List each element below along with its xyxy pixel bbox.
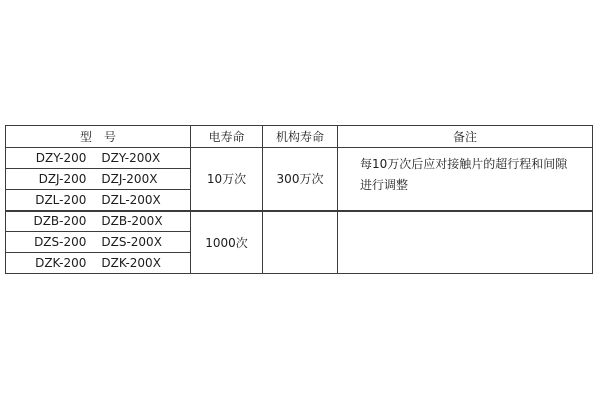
mechanical-life-group1: 300万次 [263,148,338,211]
model-pair [6,214,190,228]
model-cell-dzb [6,211,191,232]
model-pair [6,151,190,165]
remark-group1 [338,148,593,211]
remark-line: 进行调整 [360,178,409,192]
model-name: DZB-200X [101,214,163,229]
model-name: DZB-200 [33,214,87,229]
model-name: DZK-200 [35,256,87,270]
col-header-electrical-life: 电寿命 [191,126,263,148]
model-name: DZL-200X [101,192,161,207]
mechanical-life-group2 [263,211,338,274]
model-pair [6,172,190,186]
model-pair [6,256,190,270]
header-row [6,126,593,148]
electrical-life-group1: 10万次 [191,148,263,211]
table-row-dzb [6,211,593,232]
model-cell-dzj [6,169,191,190]
model-name: DZS-200 [34,235,87,249]
col-header-mechanical-life: 机构寿命 [263,126,338,148]
model-cell-dzs [6,232,191,253]
model-pair [6,235,190,249]
table-row-dzy [6,148,593,169]
model-name: DZS-200X [101,235,162,249]
electrical-life-group2: 1000次 [191,211,263,274]
model-name: DZJ-200 [38,172,87,186]
model-name: DZK-200X [101,256,161,270]
spec-table [5,125,593,274]
model-pair [6,193,190,207]
model-name: DZY-200X [101,151,161,165]
remark-group2 [338,211,593,274]
model-name: DZL-200 [35,192,87,207]
remark-line: 每10万次后应对接触片的超行程和间隙 [360,157,568,171]
model-name: DZY-200 [35,151,87,165]
model-cell-dzk [6,253,191,274]
model-name: DZJ-200X [101,172,158,186]
col-header-remark: 备注 [338,126,593,148]
model-cell-dzy [6,148,191,169]
model-cell-dzl [6,190,191,211]
col-header-model: 型 号 [6,126,191,148]
